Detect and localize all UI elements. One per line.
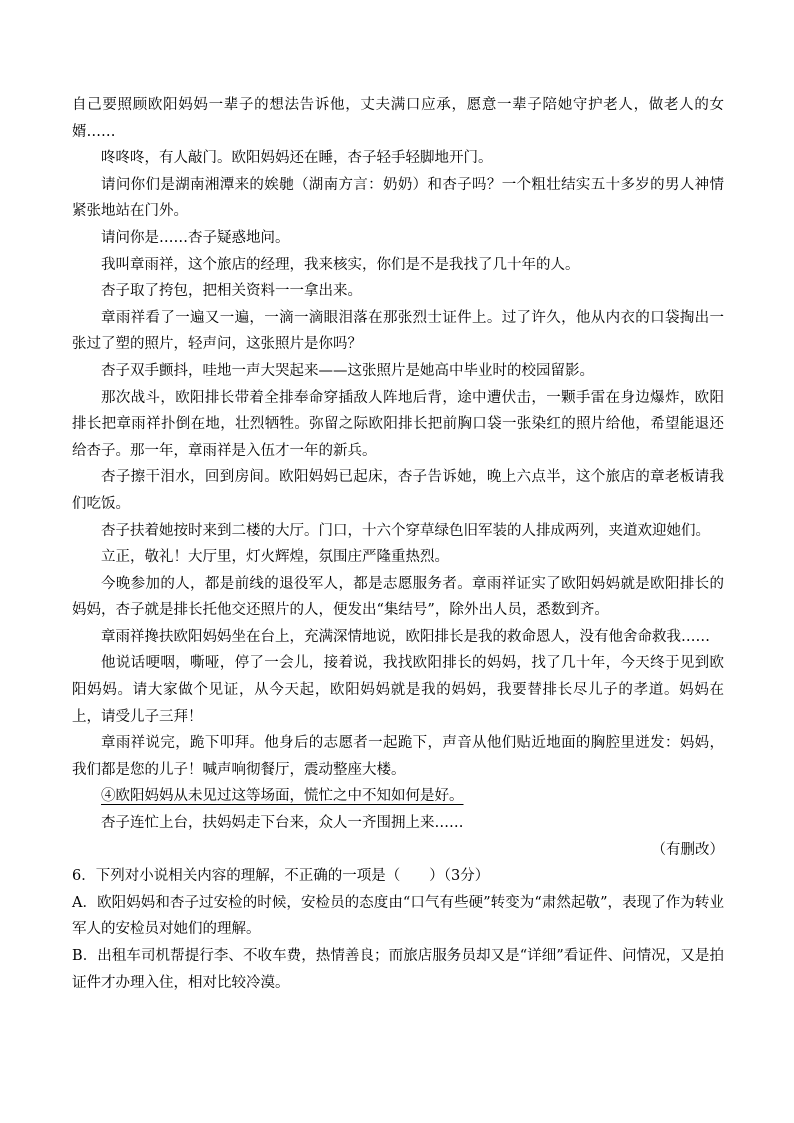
paragraph-photo: 章雨祥看了一遍又一遍，一滴一滴眼泪落在那张烈士证件上。过了许久，他从内衣的口袋掏出一张过了塑的照片，轻声问，这张照片是你吗？ <box>72 309 724 353</box>
paragraph-underlined-sentence <box>72 783 724 810</box>
paragraph-son: 他说话哽咽，嘶哑，停了一会儿，接着说，我找欧阳排长的妈妈，找了几十年，今天终于见到欧阳妈妈。请大家做个见证，从今天起，欧阳妈妈就是我的妈妈，我要替排长尽儿子的孝道。妈妈在上，请受儿子三拜！ <box>72 655 724 725</box>
paragraph-battle: 那次战斗，欧阳排长带着全排奉命穿插敌人阵地后背，途中遭伏击，一颗手雷在身边爆炸，欧阳排长把章雨祥扑倒在地，壮烈牺牲。弥留之际欧阳排长把前胸口袋一张染红的照片给他，希望能退还给杏子。那一年，章雨祥是入伍才一年的新兵。 <box>72 389 724 459</box>
paragraph-veterans: 今晚参加的人，都是前线的退役军人，都是志愿服务者。章雨祥证实了欧阳妈妈就是欧阳排长的妈妈，杏子就是排长托他交还照片的人，便发出“集结号”，除外出人员，悉数到齐。 <box>72 575 724 619</box>
paragraph-invitation: 杏子擦干泪水，回到房间。欧阳妈妈已起床，杏子告诉她，晚上六点半，这个旅店的章老板请我们吃饭。 <box>72 469 724 512</box>
paragraph-hall: 杏子扶着她按时来到二楼的大厅。门口，十六个穿草绿色旧军装的人排成两列，夹道欢迎她们。 <box>101 522 710 539</box>
paragraph-introduction: 我叫章雨祥，这个旅店的经理，我来核实，你们是不是我找了几十年的人。 <box>101 256 580 273</box>
paragraph-visitor: 请问你们是湖南湘潭来的娭毑（湖南方言：奶奶）和杏子吗？一个粗壮结实五十多岁的男人神情紧张地站在门外。 <box>72 176 724 220</box>
paragraph-knock: 咚咚咚，有人敲门。欧阳妈妈还在睡，杏子轻手轻脚地开门。 <box>101 150 493 167</box>
paragraph-kneel: 章雨祥说完，跪下叩拜。他身后的志愿者一起跪下，声音从他们贴近地面的胸腔里迸发：妈妈，我们都是您的儿子！喊声响彻餐厅，震动整座大楼。 <box>72 735 724 778</box>
paragraph-question: 请问你是……杏子疑惑地问。 <box>101 229 290 246</box>
paragraph-crying: 杏子双手颤抖，哇地一声大哭起来——这张照片是她高中毕业时的校园留影。 <box>101 362 594 379</box>
source-note: （有删改） <box>651 841 724 858</box>
document-page <box>72 92 724 996</box>
question-option-a: A．欧阳妈妈和杏子过安检的时候，安检员的态度由“口气有些硬”转变为“肃然起敬”，表现了作为转业军人的安检员对她们的理解。 <box>72 894 724 938</box>
question-stem: 6．下列对小说相关内容的理解，不正确的一项是（ ）（3分） <box>72 868 490 885</box>
paragraph-speech: 章雨祥搀扶欧阳妈妈坐在台上，充满深情地说，欧阳排长是我的救命恩人，没有他舍命救我…… <box>101 628 710 645</box>
question-option-b: B．出租车司机帮提行李、不收车费，热情善良；而旅店服务员却又是“详细”看证件、问情况，又是拍证件才办理入住，相对比较冷漠。 <box>72 948 724 991</box>
paragraph-continuation: 自己要照顾欧阳妈妈一辈子的想法告诉他，丈夫满口应承，愿意一辈子陪她守护老人，做老人的女婿…… <box>72 97 724 140</box>
paragraph-documents: 杏子取了挎包，把相关资料一一拿出来。 <box>101 283 362 300</box>
underlined-sentence: ④欧阳妈妈从未见过这等场面，慌忙之中不知如何是好。 <box>101 788 464 805</box>
paragraph-salute: 立正，敬礼！大厅里，灯火辉煌，氛围庄严隆重热烈。 <box>101 549 449 566</box>
paragraph-ending: 杏子连忙上台，扶妈妈走下台来，众人一齐围拥上来…… <box>101 815 464 832</box>
